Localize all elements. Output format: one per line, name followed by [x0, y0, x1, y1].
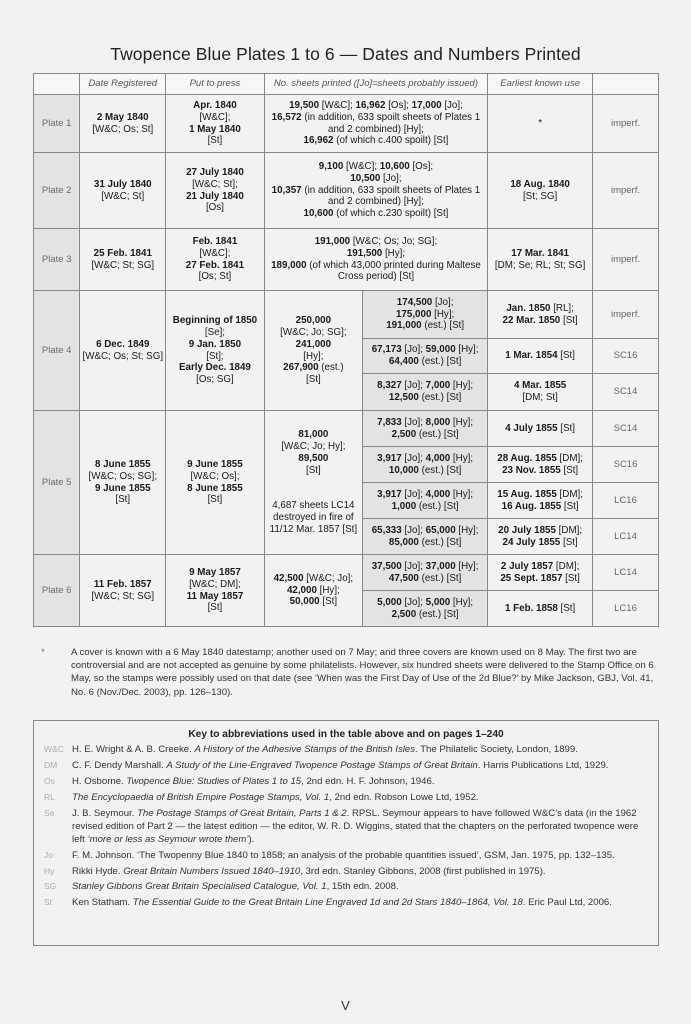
- p2-press2-src: [Os]: [205, 202, 224, 214]
- plate-3-label: Plate 3: [34, 229, 80, 291]
- p4-r0-es2: [St]: [560, 314, 578, 326]
- p2-s-e: 10,500: [350, 172, 381, 184]
- p5-r2-f: (est.) [St]: [416, 500, 459, 512]
- key-entry: [34, 792, 658, 805]
- key-pre: H. Osborne.: [72, 775, 127, 787]
- p6-r0-cat: LC14: [593, 555, 659, 591]
- p4-press2-date: 9 Jan. 1850: [188, 338, 242, 350]
- p1-s-g: 16,572: [271, 111, 302, 123]
- p6-r0-c: 37,000: [425, 560, 456, 572]
- key-ital: The Postage Stamps of Great Britain, Parts 1 & 2: [137, 807, 347, 819]
- p5-r0-cat: SC14: [593, 411, 659, 447]
- printing-table: [33, 73, 659, 627]
- p5-r1-e: 10,000: [388, 464, 419, 476]
- p6-r0-f: (est.) [St]: [418, 572, 462, 584]
- p6-r0-d: [Hy];: [455, 560, 479, 572]
- p1-s-h: (in addition, 633 spoilt sheets of Plates 1 and 2 combined) [Hy];: [301, 111, 481, 135]
- p6-r0-es1: [DM];: [553, 560, 580, 572]
- key-entry: [34, 866, 658, 879]
- p1-press2-date: 1 May 1840: [189, 123, 241, 135]
- p3-s-c: 191,500: [346, 247, 383, 259]
- p6-r0-e: 47,500: [388, 572, 419, 584]
- p4-r0-e: 191,000: [386, 320, 422, 332]
- plate-5-row-1: [34, 411, 659, 447]
- p1-press1-date: Apr. 1840: [193, 99, 237, 111]
- p6-press2-date: 11 May 1857: [186, 590, 244, 602]
- key-entry: [34, 760, 658, 773]
- footnote-marker: *: [41, 647, 45, 658]
- key-ital: A History of the Adhesive Stamps of the British Isles: [194, 744, 416, 755]
- key-entry: [34, 881, 658, 894]
- p2-press1-date: 27 July 1840: [186, 166, 244, 178]
- p3-s-b: [W&C; Os; Jo; SG];: [350, 235, 438, 247]
- p6-r0-ed2: 25 Sept. 1857: [500, 572, 563, 584]
- p4-r2-f: (est.) [St]: [418, 392, 462, 403]
- p5-tot-d: [St]: [306, 464, 321, 476]
- p5-r0-b: [Jo];: [401, 416, 426, 428]
- p3-press1-src: [W&C];: [199, 247, 231, 259]
- p5-r2-ed2: 16 Aug. 1855: [501, 500, 562, 512]
- key-post: . The Philatelic Society, London, 1899.: [415, 744, 578, 755]
- p4-r2-e: 12,500: [388, 392, 419, 403]
- p2-earliest-date: 18 Aug. 1840: [510, 178, 570, 190]
- p3-press2-src: [Os; St]: [198, 271, 232, 283]
- p3-s-a: 191,000: [314, 235, 351, 247]
- p2-s-f: [Jo];: [380, 172, 402, 184]
- p4-r0-cat: imperf.: [593, 291, 659, 339]
- p5-reg2-date: 9 June 1855: [94, 482, 151, 494]
- key-post: . RPSL. Seymour appears to have followed W&C’s data (in the 1962 revised edition of Part 2 — the latest edition — the editor, W. R. D. Wiggins, stated that the chapters on the perforated twopence were left: [72, 807, 639, 845]
- footnote-text: A cover is known with a 6 May 1840 datestamp; another used on 7 May; and three covers are known used on 8 May. The first two are controversial and are not accepted as genuine by some philatelists. However, six hundred sheets were delivered to the Stamp Office on 6 May, so the stamps were possibly used on that date (see ‘When was the First Day of Use of the 2d Blue?’ by Mike Jackson, GBJ, Vol. 41, No. 6 (Nov./Dec. 2003), pp. 126–130).: [71, 647, 654, 698]
- plate-1-row: [34, 95, 659, 153]
- p5-r3-f: (est.) [St]: [418, 536, 462, 548]
- p5-press1-src: [W&C; Os];: [190, 470, 240, 482]
- key-code: DM: [44, 759, 58, 770]
- p4-r0-ed2: 22 Mar. 1850: [502, 314, 561, 326]
- key-code: Hy: [44, 865, 55, 876]
- p4-r2-ed1: 4 Mar. 1855: [513, 380, 567, 392]
- header-earliest: Earliest known use: [488, 74, 593, 95]
- key-entry: [34, 897, 658, 910]
- p5-r3-cat: LC14: [593, 519, 659, 555]
- p1-s-f: [Jo];: [441, 99, 463, 111]
- key-ital: The Essential Guide to the Great Britain Line Engraved 1d and 2d Stars 1840–1864, Vol. 18: [132, 897, 523, 909]
- p3-earliest-date: 17 Mar. 1841: [511, 247, 569, 259]
- p3-press1-date: Feb. 1841: [192, 235, 238, 247]
- p2-s-j: (of which c.230 spoilt) [St]: [333, 208, 449, 220]
- p3-s-f: (of which 43,000 printed during Maltese Cross period) [St]: [306, 259, 481, 283]
- p3-earliest-src: [DM; Se; RL; St; SG]: [494, 259, 586, 271]
- p1-s-e: 17,000: [411, 99, 442, 111]
- p4-tot-b: [W&C; Jo; SG];: [280, 326, 347, 338]
- p4-r0-d: [Hy];: [431, 308, 455, 320]
- p4-tot-c: 241,000: [295, 338, 332, 350]
- p4-r2-a: 8,327: [377, 380, 402, 392]
- p2-s-a: 9,100: [318, 160, 344, 172]
- plate-5-label: Plate 5: [34, 411, 80, 555]
- footnote: [33, 646, 659, 699]
- p5-r3-b: [Jo];: [401, 524, 426, 536]
- p6-press1-src: [W&C; DM];: [189, 578, 241, 590]
- p6-r1-c: 5,000: [425, 596, 451, 608]
- key-pre: H. E. Wright & A. B. Creeke.: [72, 744, 195, 755]
- p5-r0-a: 7,833: [377, 416, 402, 428]
- p1-press2-src: [St]: [207, 135, 223, 147]
- plate-6-row-1: [34, 555, 659, 591]
- key-post2: ).: [248, 833, 255, 845]
- p4-tot-e: 267,900: [283, 362, 319, 374]
- p1-earliest: *: [488, 95, 593, 153]
- p6-r1-f: (est.) [St]: [416, 608, 459, 620]
- p5-r1-es1: [DM];: [556, 452, 583, 464]
- key-pre: Ken Statham.: [72, 897, 133, 909]
- p4-r2-es1: [DM; St]: [522, 392, 558, 403]
- p4-r0-ed1: Jan. 1850: [506, 302, 551, 314]
- key-pre: J. B. Seymour.: [72, 807, 138, 819]
- p4-r2-cat: SC14: [593, 374, 659, 411]
- p5-r1-f: (est.) [St]: [418, 464, 462, 476]
- key-code: St: [44, 897, 53, 908]
- p2-cat: imperf.: [593, 153, 659, 229]
- p2-s-b: [W&C];: [343, 160, 380, 172]
- plate-4-label: Plate 4: [34, 291, 80, 411]
- p1-s-a: 19,500: [289, 99, 320, 111]
- p6-tot-f: [St]: [319, 596, 338, 608]
- p6-r0-b: [Jo];: [401, 560, 426, 572]
- p6-reg-date: 11 Feb. 1857: [93, 578, 152, 590]
- plate-2-row: [34, 153, 659, 229]
- p3-cat: imperf.: [593, 229, 659, 291]
- abbreviation-key: [33, 720, 659, 946]
- key-entry: [34, 808, 658, 847]
- p5-r2-d: [Hy];: [450, 488, 474, 500]
- key-entry: [34, 850, 658, 863]
- key-post: . Eric Paul Ltd, 2006.: [522, 897, 612, 909]
- p4-r1-b: [Jo];: [401, 344, 426, 356]
- p5-r2-a: 3,917: [377, 488, 402, 500]
- p6-r1-d: [Hy];: [450, 596, 474, 608]
- p5-reg1-src: [W&C; Os; SG];: [88, 470, 158, 482]
- p5-r3-e: 85,000: [388, 536, 419, 548]
- key-post: , 15th edn. 2008.: [326, 881, 399, 893]
- p5-r1-es2: [St]: [560, 464, 579, 476]
- p1-cat: imperf.: [593, 95, 659, 153]
- p5-tot-b: [W&C; Jo; Hy];: [281, 440, 346, 452]
- p4-r0-c: 175,000: [395, 308, 432, 320]
- key-ital2: ‘more or less as Seymour wrote them’: [87, 833, 249, 845]
- p3-s-d: [Hy];: [382, 247, 406, 259]
- p1-s-b: [W&C];: [319, 99, 356, 111]
- p3-reg-src: [W&C; St; SG]: [91, 259, 155, 271]
- key-code: RL: [44, 791, 55, 802]
- key-code: Jo: [44, 849, 53, 860]
- p4-reg-date: 6 Dec. 1849: [96, 338, 150, 350]
- p4-reg-src: [W&C; Os; St; SG]: [82, 350, 164, 362]
- p6-r1-e: 2,500: [391, 608, 417, 620]
- p4-tot-f: (est.): [318, 362, 344, 374]
- p5-r2-b: [Jo];: [401, 488, 426, 500]
- p6-tot-d: [Hy];: [316, 584, 340, 596]
- p1-sheets: [264, 95, 488, 153]
- key-pre: C. F. Dendy Marshall.: [72, 759, 167, 771]
- p4-r1-ed1: 1 Mar. 1854: [505, 350, 558, 362]
- p6-r1-a: 5,000: [377, 596, 402, 608]
- p5-r3-a: 65,333: [371, 524, 402, 536]
- p2-s-g: 10,357: [271, 184, 302, 196]
- p4-r2-b: [Jo];: [401, 380, 426, 392]
- p5-r2-ed1: 15 Aug. 1855: [497, 488, 557, 500]
- page-title: Twopence Blue Plates 1 to 6 — Dates and Numbers Printed: [110, 44, 581, 64]
- p5-reg1-date: 8 June 1855: [94, 458, 151, 470]
- p5-r3-ed2: 24 July 1855: [502, 536, 561, 548]
- p5-tot-a: 81,000: [298, 428, 329, 440]
- plate-1-label: Plate 1: [34, 95, 80, 153]
- p1-reg-date: 2 May 1840: [96, 111, 149, 123]
- plate-2-label: Plate 2: [34, 153, 80, 229]
- page-number: V: [341, 998, 350, 1013]
- p6-press2-src: [St]: [207, 602, 223, 614]
- p5-r0-es1: [St]: [557, 422, 575, 434]
- p3-press2-date: 27 Feb. 1841: [185, 259, 245, 271]
- p2-s-h: (in addition, 633 spoilt sheets of Plates 1 and 2 combined) [Hy];: [301, 184, 481, 208]
- p1-press1-src: [W&C];: [199, 111, 231, 123]
- key-code: W&C: [44, 744, 64, 754]
- p5-r0-ed1: 4 July 1855: [505, 422, 558, 434]
- p2-s-d: [Os];: [409, 160, 434, 172]
- p2-press2-date: 21 July 1840: [186, 190, 244, 202]
- p5-r1-ed2: 23 Nov. 1855: [502, 464, 561, 476]
- p4-r0-b: [Jo];: [432, 296, 454, 308]
- p6-r1-b: [Jo];: [401, 596, 426, 608]
- p5-r1-ed1: 28 Aug. 1855: [497, 452, 557, 464]
- p5-press2-src: [St]: [207, 494, 223, 506]
- p4-r1-a: 67,173: [371, 344, 402, 356]
- p5-press2-date: 8 June 1855: [187, 482, 243, 494]
- p3-sheets: [264, 229, 488, 291]
- key-entry: [34, 776, 658, 789]
- p4-press1-src: [Se];: [204, 326, 226, 338]
- p6-press1-date: 9 May 1857: [189, 566, 241, 578]
- p4-r1-cat: SC16: [593, 339, 659, 374]
- key-ital: The Encyclopaedia of British Empire Postage Stamps, Vol. 1: [72, 791, 330, 803]
- plate-4-row-1: [34, 291, 659, 339]
- p6-tot-e: 50,000: [289, 596, 320, 608]
- p2-sheets: [264, 153, 488, 229]
- p6-r1-cat: LC16: [593, 591, 659, 627]
- p5-r0-e: 2,500: [391, 428, 417, 440]
- p4-press1-date: Beginning of 1850: [172, 314, 258, 326]
- p4-press3-src: [Os; SG]: [196, 374, 234, 386]
- p5-r3-es2: [St]: [560, 536, 578, 548]
- p4-r1-e: 64,400: [388, 356, 419, 367]
- key-entry: [34, 744, 658, 757]
- p3-reg-date: 25 Feb. 1841: [93, 247, 152, 259]
- p5-tot-c: 89,500: [298, 452, 329, 464]
- p4-r1-c: 59,000: [425, 344, 456, 356]
- p5-press1-date: 9 June 1855: [187, 458, 243, 470]
- p4-r2-d: [Hy];: [450, 380, 474, 392]
- key-code: SG: [44, 881, 57, 892]
- p5-r1-cat: SC16: [593, 447, 659, 483]
- p5-r1-d: [Hy];: [450, 452, 474, 464]
- p6-tot-b: [W&C; Jo];: [303, 572, 354, 584]
- key-ital: A Study of the Line-Engraved Twopence Postage Stamps of Great Britain: [166, 759, 478, 771]
- header-cat: [593, 74, 659, 95]
- p5-r0-c: 8,000: [425, 416, 451, 428]
- p4-press3-date: Early Dec. 1849: [178, 362, 251, 374]
- p1-reg-src: [W&C; Os; St]: [92, 123, 154, 135]
- p2-press1-src: [W&C; St];: [192, 178, 238, 190]
- p6-r0-ed1: 2 July 1857: [500, 560, 554, 572]
- header-row: [34, 74, 659, 95]
- p2-reg-date: 31 July 1840: [93, 178, 152, 190]
- p2-s-i: 10,600: [303, 208, 334, 220]
- key-ital: Stanley Gibbons Great Britain Specialised Catalogue, Vol. 1: [72, 881, 327, 893]
- p1-s-d: [Os];: [385, 99, 412, 111]
- p4-press2-src: [St];: [206, 350, 224, 362]
- p2-s-c: 10,600: [379, 160, 410, 172]
- p4-r0-f: (est.) [St]: [421, 320, 465, 332]
- p6-r0-es2: [St]: [562, 572, 580, 584]
- p5-r1-b: [Jo];: [401, 452, 426, 464]
- p5-r3-d: [Hy];: [455, 524, 479, 536]
- key-ital: Twopence Blue: Studies of Plates 1 to 15: [126, 775, 302, 787]
- p6-reg-src: [W&C; St; SG]: [91, 590, 155, 602]
- p3-s-e: 189,000: [271, 259, 307, 271]
- plate-6-label: Plate 6: [34, 555, 80, 627]
- key-title: Key to abbreviations used in the table above and on pages 1–240: [188, 729, 504, 740]
- p4-tot-d: [Hy];: [303, 350, 324, 362]
- p4-r2-c: 7,000: [425, 380, 451, 392]
- key-ital: Great Britain Numbers Issued 1840–1910: [123, 865, 301, 877]
- p1-s-j: (of which c.400 spoilt) [St]: [333, 135, 449, 147]
- p4-r1-es1: [St]: [557, 350, 575, 362]
- key-post: , 3rd edn. Stanley Gibbons, 2008 (first published in 1975).: [300, 865, 546, 877]
- header-date-registered: Date Registered: [80, 74, 166, 95]
- plate-3-row: [34, 229, 659, 291]
- p5-r3-es1: [DM];: [555, 524, 583, 536]
- p5-r1-a: 3,917: [377, 452, 402, 464]
- key-code: Os: [44, 775, 55, 786]
- p2-earliest-src: [St; SG]: [522, 190, 558, 202]
- p5-r2-e: 1,000: [391, 500, 417, 512]
- header-blank: [34, 74, 80, 95]
- key-post: . Harris Publications Ltd, 1929.: [477, 759, 609, 771]
- p5-r0-f: (est.) [St]: [416, 428, 459, 440]
- key-pre: F. M. Johnson. ‘The Twopenny Blue 1840 to 1858; an analysis of the probable quantities issued’, GSM, Jan. 1975, pp. 132–135.: [72, 849, 615, 861]
- p5-r2-es2: [St]: [561, 500, 579, 512]
- p4-r1-d: [Hy];: [455, 344, 479, 356]
- key-post: , 2nd edn. H. F. Johnson, 1946.: [301, 775, 435, 787]
- p6-r1-ed1: 1 Feb. 1858: [504, 602, 558, 614]
- p2-reg-src: [W&C; St]: [101, 190, 145, 202]
- p6-r0-a: 37,500: [371, 560, 402, 572]
- p6-tot-a: 42,500: [273, 572, 304, 584]
- p5-r3-ed1: 20 July 1855: [498, 524, 556, 536]
- p5-r2-es1: [DM];: [556, 488, 583, 500]
- p4-r1-f: (est.) [St]: [418, 356, 462, 367]
- p4-r0-a: 174,500: [396, 296, 433, 308]
- key-post: , 2nd edn. Robson Lowe Ltd, 1952.: [329, 791, 479, 803]
- p6-tot-c: 42,000: [286, 584, 317, 596]
- key-pre: Rikki Hyde.: [72, 865, 124, 877]
- p5-tot-note: 4,687 sheets LC14 destroyed in fire of 11/12 Mar. 1857 [St]: [269, 500, 358, 536]
- p5-r3-c: 65,000: [425, 524, 456, 536]
- header-put-to-press: Put to press: [166, 74, 265, 95]
- p5-reg2-src: [St]: [115, 494, 131, 506]
- p1-s-i: 16,962: [303, 135, 334, 147]
- p4-tot-a: 250,000: [295, 314, 332, 326]
- p4-tot-g: [St]: [306, 374, 321, 386]
- p5-r1-c: 4,000: [425, 452, 451, 464]
- p5-r2-cat: LC16: [593, 483, 659, 519]
- p5-r0-d: [Hy];: [450, 416, 474, 428]
- p6-r1-es1: [St]: [557, 602, 576, 614]
- p5-r2-c: 4,000: [425, 488, 451, 500]
- p1-s-c: 16,962: [355, 99, 386, 111]
- header-sheets: No. sheets printed ([Jo]=sheets probably issued): [264, 74, 488, 95]
- p4-r0-es1: [RL];: [550, 302, 574, 314]
- key-code: Se: [44, 807, 55, 818]
